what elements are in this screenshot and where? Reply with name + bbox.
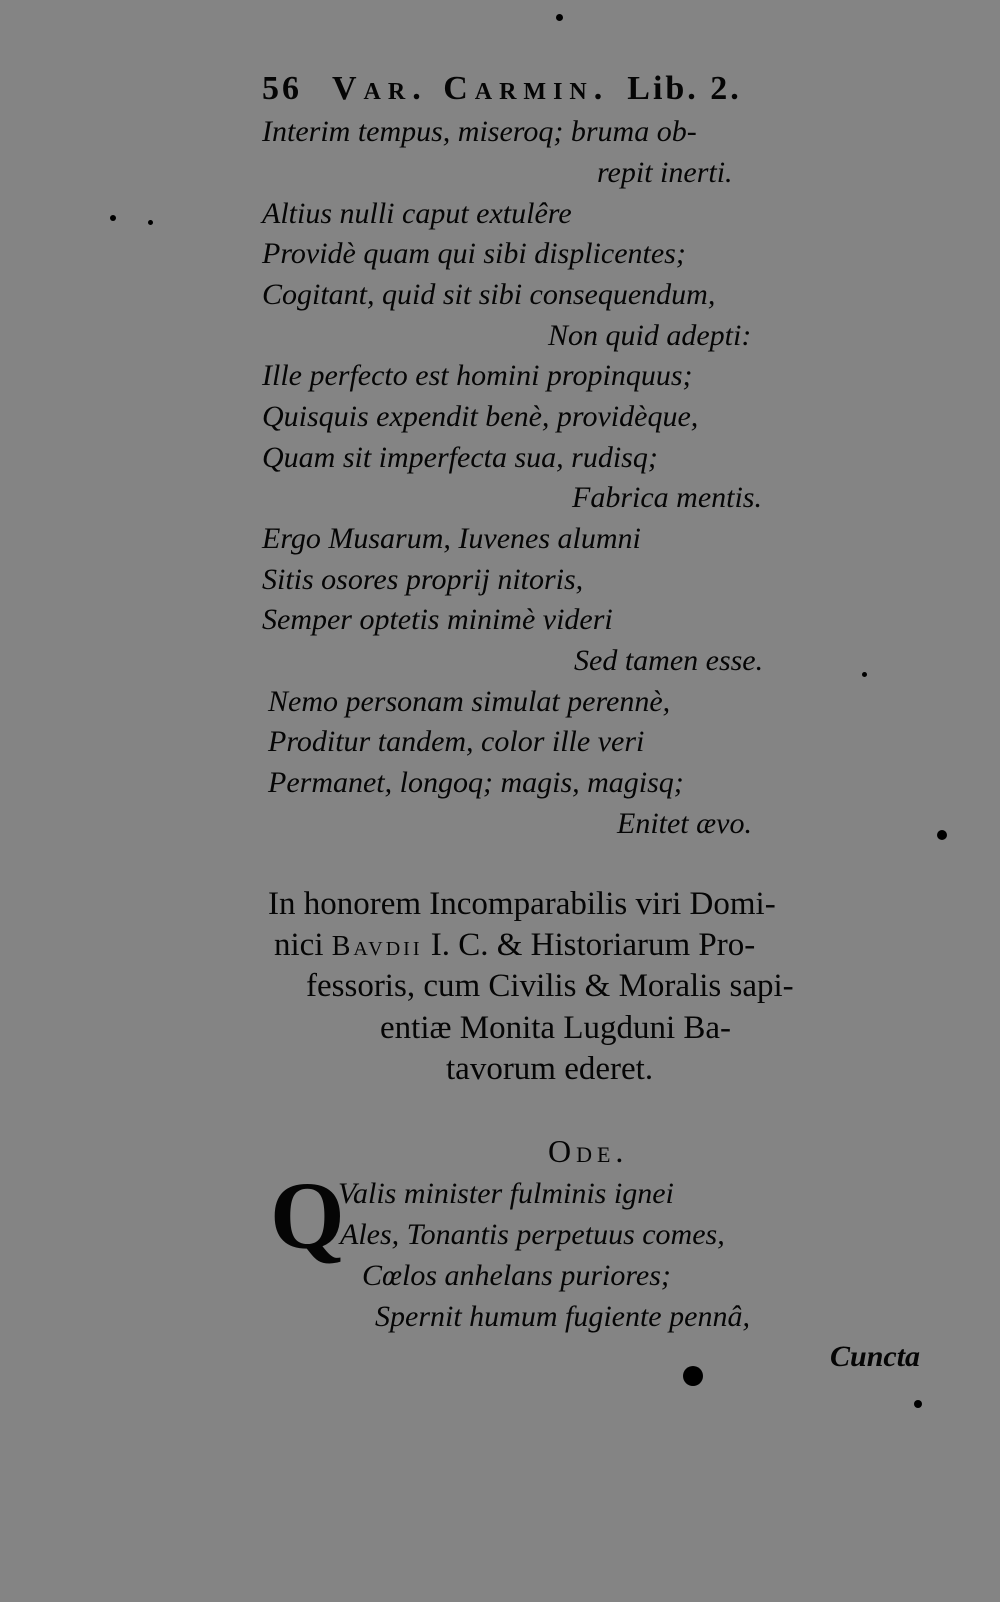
- poem-line: Providè quam qui sibi displicentes;: [262, 237, 686, 270]
- poem-line: Enitet ævo.: [617, 807, 752, 840]
- poem-line: Proditur tandem, color ille veri: [268, 725, 645, 758]
- ink-speck: [110, 215, 116, 221]
- ode-title: Ode.: [548, 1133, 629, 1169]
- ode-line: Valis minister fulminis ignei: [338, 1177, 674, 1210]
- poem-line: repit inerti.: [597, 156, 733, 189]
- ink-speck: [148, 220, 153, 225]
- catchword: Cuncta: [830, 1340, 921, 1373]
- heading-line: [274, 925, 755, 967]
- running-title: Var. Carmin.: [332, 70, 610, 107]
- ink-speck: [914, 1400, 922, 1408]
- poem-line: Ille perfecto est homini propinquus;: [262, 359, 693, 392]
- poem-line: Sed tamen esse.: [574, 644, 764, 677]
- page-number: 56: [262, 70, 302, 107]
- heading-text: I. C. & Historiarum Pro-: [430, 927, 756, 963]
- poem-line: Non quid adepti:: [548, 319, 752, 352]
- poem-line: Cogitant, quid sit sibi consequendum,: [262, 278, 716, 311]
- poem-line: Altius nulli caput extulêre: [262, 197, 572, 230]
- heading-line: entiæ Monita Lugduni Ba-: [380, 1010, 732, 1046]
- ode-line: Ales, Tonantis perpetuus comes,: [340, 1218, 725, 1251]
- poem-line: Quisquis expendit benè, providèque,: [262, 400, 699, 433]
- poem-line: Sitis osores proprij nitoris,: [262, 563, 584, 596]
- drop-capital: Q: [270, 1162, 345, 1269]
- ode-line: Spernit humum fugiente pennâ,: [375, 1300, 750, 1333]
- ink-speck: [862, 672, 867, 677]
- ink-speck: [556, 14, 563, 21]
- ink-speck: [683, 1366, 703, 1386]
- poem-line: Permanet, longoq; magis, magisq;: [268, 766, 684, 799]
- poem-line: Semper optetis minimè videri: [262, 603, 613, 636]
- dedicatee-name: Bavdii: [331, 931, 423, 962]
- heading-text: nici: [274, 927, 324, 963]
- book-number: Lib. 2.: [627, 70, 742, 107]
- poem-line: Ergo Musarum, Iuvenes alumni: [262, 522, 641, 555]
- running-head: [262, 70, 832, 108]
- poem-line: Interim tempus, miseroq; bruma ob-: [262, 115, 697, 148]
- ink-speck: [937, 830, 947, 840]
- heading-line: In honorem Incomparabilis viri Domi-: [268, 886, 776, 922]
- poem-line: Nemo personam simulat perennè,: [268, 685, 671, 718]
- ode-line: Cœlos anhelans puriores;: [362, 1259, 671, 1292]
- heading-line: tavorum ederet.: [446, 1051, 654, 1087]
- poem-line: Fabrica mentis.: [572, 481, 762, 514]
- poem-line: Quam sit imperfecta sua, rudisq;: [262, 441, 658, 474]
- heading-line: fessoris, cum Civilis & Moralis sapi-: [306, 968, 794, 1004]
